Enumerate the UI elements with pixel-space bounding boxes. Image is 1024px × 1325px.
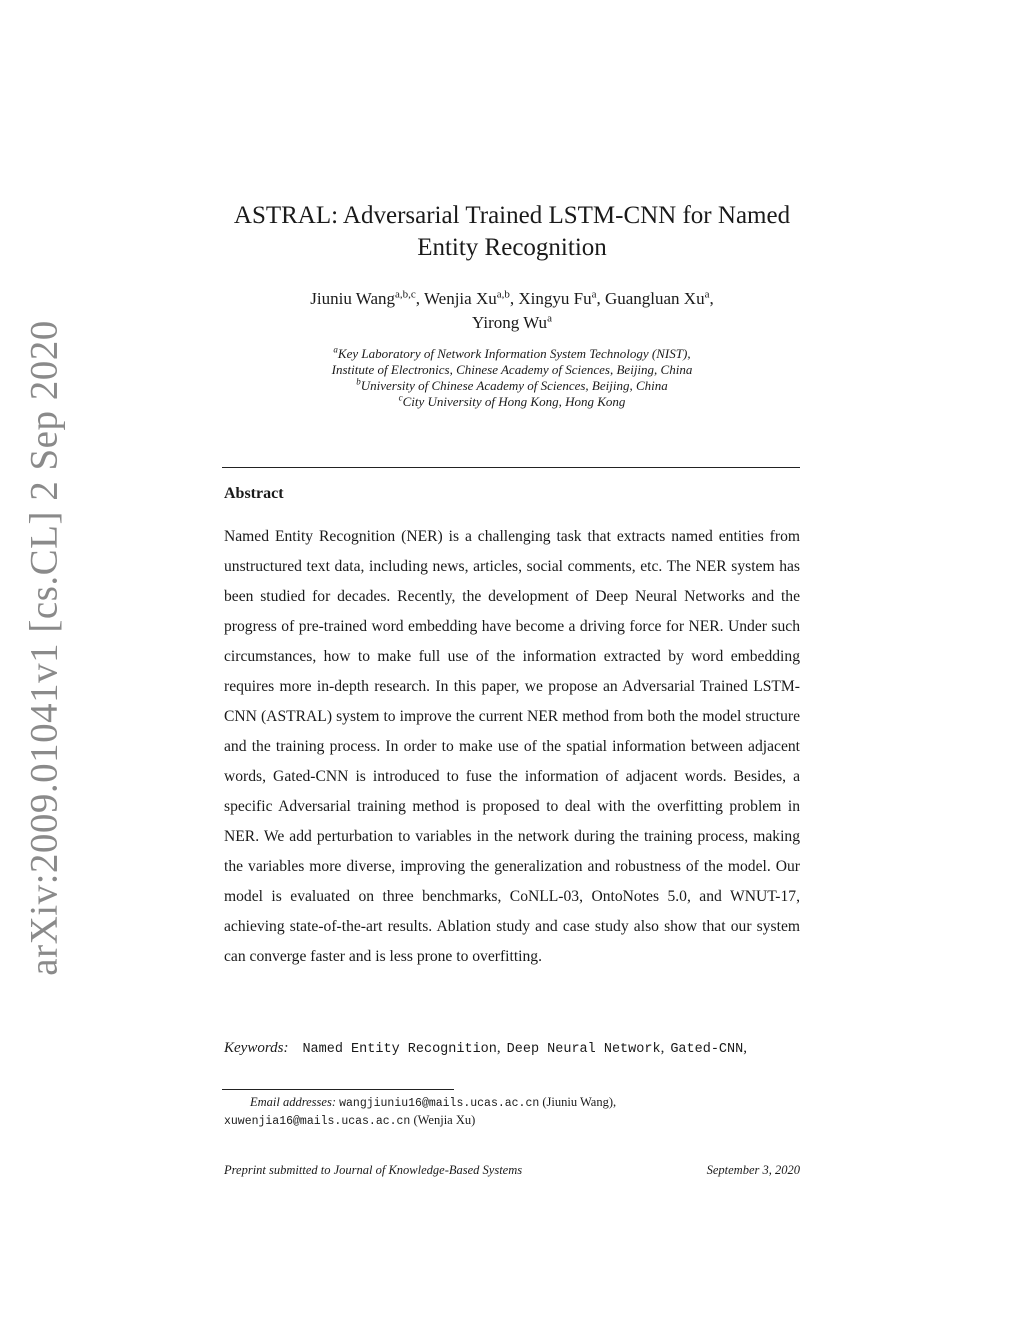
- keyword: Named Entity Recognition: [302, 1042, 497, 1057]
- keyword-separator: ,: [743, 1040, 747, 1056]
- footnote-label: Email addresses:: [250, 1095, 336, 1109]
- affiliation-mark: b: [356, 376, 361, 387]
- keywords-line: [224, 1038, 753, 1057]
- affiliation-text: Institute of Electronics, Chinese Academy of Sciences, Beijing, China: [331, 362, 693, 377]
- affiliation-mark: c: [398, 392, 403, 403]
- author-affiliation-mark: a: [704, 288, 710, 301]
- author-name: Xingyu Fu: [518, 289, 592, 308]
- abstract-text: Named Entity Recognition (NER) is a challenging task that extracts named entities from unstructured text data, including news, articles, social comments, etc. The NER system has been studied for decades. Recently, the development of Deep Neural Networks and the progress of pre-trained word embedding have become a driving force for NER. Under such circumstances, how to make full use of the information extracted by word embedding requires more in-depth research. In this paper, we propose an Adversarial Trained LSTM-CNN (ASTRAL) system to improve the current NER method from both the model structure and the training process. In order to make use of the spatial information between adjacent words, Gated-CNN is introduced to fuse the information of adjacent words. Besides, a specific Adversarial training method is proposed to deal with the overfitting problem in NER. We add perturbation to variables in the network during the training process, making the variables more diverse, improving the generalization and robustness of the model. Our model is evaluated on three benchmarks, CoNLL-03, OntoNotes 5.0, and WNUT-17, achieving state-of-the-art results. Ablation study and case study also show that our system can converge faster and is less prone to overfitting.: [224, 528, 800, 965]
- email-owner: (Wenjia Xu): [413, 1113, 476, 1127]
- author-affiliation-mark: a: [591, 288, 597, 301]
- affiliation-a-continued: [222, 362, 802, 378]
- affiliations: [222, 346, 802, 410]
- author-name: Wenjia Xu: [423, 289, 497, 308]
- affiliation-b: [222, 378, 802, 394]
- author-name: Jiuniu Wang: [310, 289, 395, 308]
- abstract-heading: Abstract: [224, 485, 284, 502]
- preprint-journal: Preprint submitted to Journal of Knowledge-Based Systems: [224, 1163, 523, 1177]
- affiliation-mark: a: [333, 344, 338, 355]
- arxiv-identifier-stamp: arXiv:2009.01041v1 [cs.CL] 2 Sep 2020: [22, 320, 66, 976]
- paper-title: ASTRAL: Adversarial Trained LSTM-CNN for Named Entity Recognition: [233, 202, 791, 261]
- abstract-top-rule: [222, 467, 800, 468]
- keyword-separator: ,: [660, 1040, 665, 1056]
- author-name: Guangluan Xu: [604, 289, 705, 308]
- preprint-date: September 3, 2020: [706, 1163, 800, 1177]
- affiliation-text: City University of Hong Kong, Hong Kong: [402, 394, 626, 409]
- keyword: Gated-CNN: [670, 1042, 744, 1057]
- keyword-separator: ,: [496, 1040, 501, 1056]
- preprint-footer: [224, 1163, 800, 1178]
- affiliation-a: [222, 346, 802, 362]
- affiliation-text: University of Chinese Academy of Sciences, Beijing, China: [360, 378, 668, 393]
- keywords-label: Keywords:: [224, 1040, 289, 1056]
- author-affiliation-mark: a,b,c: [395, 288, 416, 301]
- author-name: Yirong Wu: [472, 313, 548, 332]
- email-address: wangjiuniu16@mails.ucas.ac.cn: [339, 1097, 540, 1110]
- author-affiliation-mark: a: [547, 312, 552, 325]
- email-owner: (Jiuniu Wang),: [542, 1095, 617, 1109]
- author-affiliation-mark: a,b: [496, 288, 510, 301]
- keyword: Deep Neural Network: [506, 1042, 661, 1057]
- email-footnote: [224, 1094, 800, 1130]
- email-address: xuwenjia16@mails.ucas.ac.cn: [224, 1115, 411, 1128]
- affiliation-text: Key Laboratory of Network Information System Technology (NIST),: [337, 346, 691, 361]
- affiliation-c: [222, 394, 802, 410]
- footnote-rule: [222, 1089, 454, 1090]
- author-list: Jiuniu Wang$^{a,b,c}$, Wenjia Xu$^{a,b}$, Xingyu Fu$^a$, Guangluan Xu$^a$, Yirong Wu$^a$: [310, 288, 714, 332]
